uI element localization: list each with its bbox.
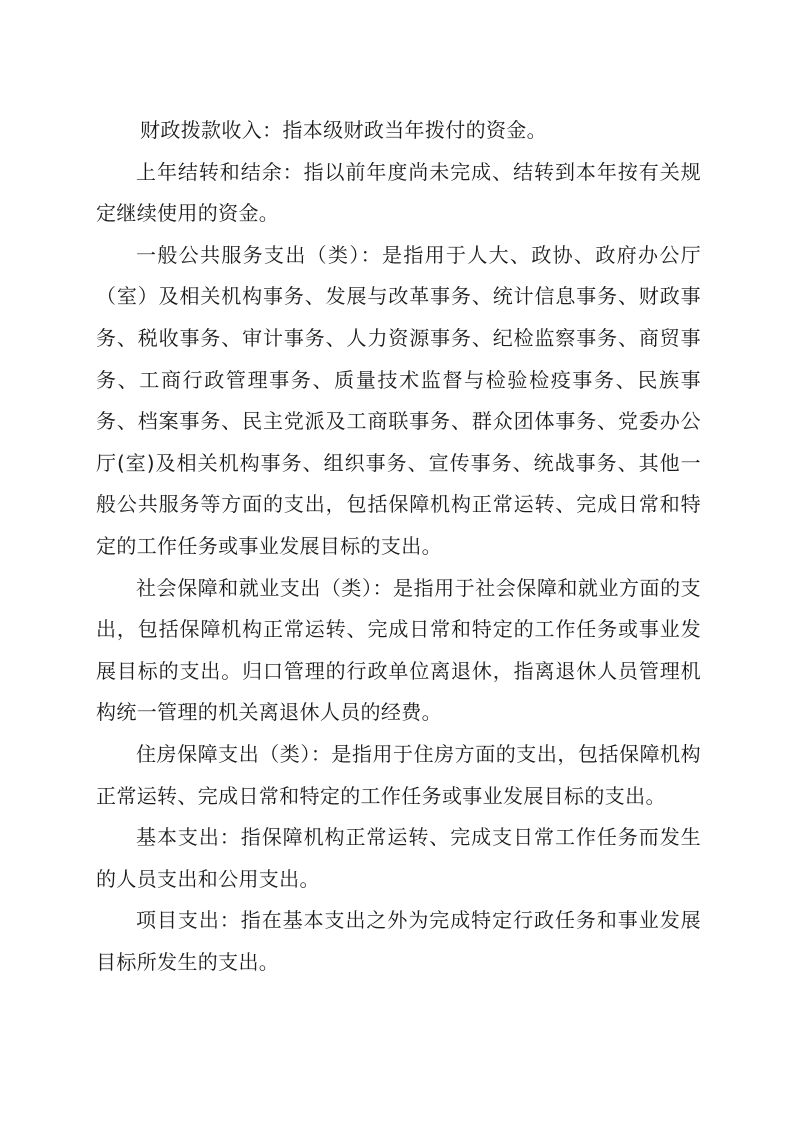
paragraph-project-expenditure: 项目支出：指在基本支出之外为完成特定行政任务和事业发展目标所发生的支出。	[96, 908, 701, 974]
paragraph-fiscal-appropriation-income: 财政拨款收入：指本级财政当年拨付的资金。	[140, 118, 547, 142]
paragraph-social-security-employment: 社会保障和就业支出（类）：是指用于社会保障和就业方面的支出，包括保障机构正常运转、完成日常和特定的工作任务或事业发展目标的支出。归口管理的行政单位离退休，指离退休人员管理机构统一管理的机关离退休人员的经费。	[96, 575, 701, 725]
paragraph-prior-year-carryover: 上年结转和结余：指以前年度尚未完成、结转到本年按有关规定继续使用的资金。	[96, 159, 701, 226]
paragraph-basic-expenditure: 基本支出：指保障机构正常运转、完成支日常工作任务而发生的人员支出和公用支出。	[96, 825, 701, 891]
document-page	[96, 110, 701, 983]
paragraph-general-public-services: 一般公共服务支出（类）：是指用于人大、政协、政府办公厅（室）及相关机构事务、发展与改革事务、统计信息事务、财政事务、税收事务、审计事务、人力资源事务、纪检监察事务、商贸事务、工商行政管理事务、质量技术监督与检验检疫事务、民族事务、档案事务、民主党派及工商联事务、群众团体事务、党委办公厅(室)及相关机构事务、组织事务、宣传事务、统战事务、其他一般公共服务等方面的支出，包括保障机构正常运转、完成日常和特定的工作任务或事业发展目标的支出。	[96, 242, 701, 558]
paragraph-housing-security: 住房保障支出（类）：是指用于住房方面的支出，包括保障机构正常运转、完成日常和特定的工作任务或事业发展目标的支出。	[96, 741, 701, 808]
